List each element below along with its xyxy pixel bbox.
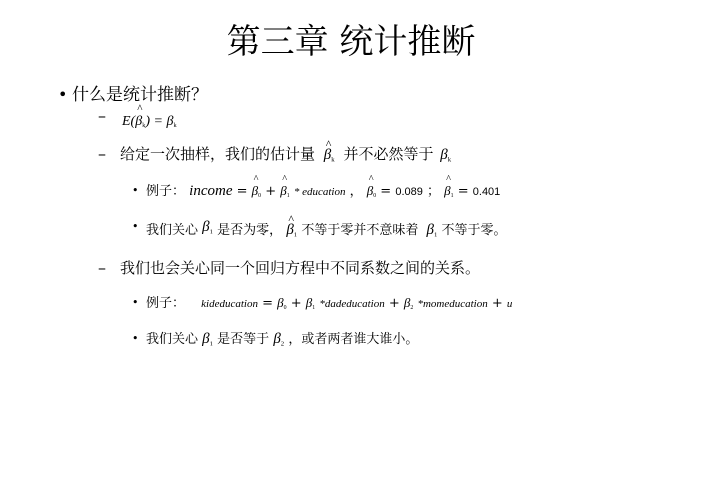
care2-text-a: 我们关心 <box>146 332 199 347</box>
bullet-text: 什么是统计推断？ <box>72 85 208 105</box>
unbiasedness-formula <box>122 103 177 130</box>
beta-hat-k-inline: β ^ $_k$ <box>323 137 335 164</box>
beta-1-inline: $\beta_1$ <box>426 222 438 239</box>
bullet-dot: • <box>132 184 139 197</box>
dash-marker-2: – <box>98 144 106 163</box>
value-0089: 0.089 <box>395 186 423 198</box>
care1-text-b: 是否为零， <box>217 223 283 238</box>
beta-2-ex2: $\beta_2$ <box>403 295 414 312</box>
bullet-dot: • <box>132 220 139 233</box>
var-dadeducation: dadeducation <box>324 298 385 310</box>
bullet-dot: • <box>58 85 68 104</box>
beta-hat-1: β ^ $_1$ <box>280 174 290 200</box>
var-momeducation: momeducation <box>422 298 488 310</box>
var-kideducation: kideducation <box>201 298 258 310</box>
dash2-text-b: 并不必然等于 <box>343 145 434 163</box>
beta-hat-k: β ^ $_k$ <box>135 103 146 130</box>
dash-marker-1: – <box>98 106 106 125</box>
subscript-k-rhs: k <box>173 122 177 130</box>
beta-hat-1-value: β ^ $_1$ <box>444 174 454 200</box>
bullet-dot: • <box>132 332 139 345</box>
value-0401: 0.401 <box>472 186 501 198</box>
dash2-text-a: 给定一次抽样，我们的估计量 <box>120 145 316 163</box>
care2-text-c: ，或者两者谁大谁小。 <box>288 332 419 347</box>
beta-k-inline: $\beta_k$ <box>440 147 452 164</box>
care-beta1-beta2 <box>132 330 419 353</box>
beta-hat-0-value: β ^ $_0$ <box>366 174 377 200</box>
example-kideducation: • 例子： kideducation = $\beta_0 + \beta_1$ *dadeducation + $\beta_2$ *momeducation + u <box>132 295 513 312</box>
dash-marker-3: – <box>98 258 106 277</box>
beta-1-ex2: $\beta_1$ <box>305 295 316 312</box>
care1-text-d: 不等于零。 <box>441 223 507 238</box>
example-income: • 例子： income = β ^ $_0$ + β ^ $_1$ * education ， β ^ $_0$ = 0.089 ； β ^ $_1$ = 0.401 <box>146 182 500 205</box>
slide-title: 第三章 统计推断 <box>226 22 476 62</box>
care1-text-c: 不等于零并不意味着 <box>301 223 419 238</box>
beta-1: $\beta_1$ <box>202 219 214 236</box>
var-education: * education <box>293 186 346 198</box>
bullet-dot: • <box>132 296 139 309</box>
beta-2-care2: $\beta_2$ <box>273 331 285 348</box>
example-label: 例子： <box>146 296 186 311</box>
beta-hat-0: β ^ $_0$ <box>251 174 262 200</box>
formula-E: E( <box>122 114 136 129</box>
comma: ， <box>349 184 363 199</box>
beta-0: $\beta_0$ <box>277 295 287 312</box>
subscript-k: k <box>331 156 335 164</box>
plus-sign: + <box>265 184 277 199</box>
dash-given-sample <box>120 137 452 170</box>
example-label: 例子： <box>146 184 186 199</box>
care2-text-b: 是否等于 <box>217 332 270 347</box>
care1-text-a: 我们关心 <box>146 223 199 238</box>
formula-eq: ) = β <box>145 114 174 129</box>
care-beta1-zero <box>132 212 507 244</box>
beta-1-care2: $\beta_1$ <box>202 331 214 348</box>
semicolon: ； <box>427 184 441 199</box>
dash-coefficient-relations: 我们也会关心同一个回归方程中不同系数之间的关系。 <box>120 259 481 277</box>
var-income: income <box>189 183 233 199</box>
equals-sign: = <box>236 184 248 199</box>
subscript-k: k <box>142 122 146 130</box>
subscript-k: k <box>447 156 452 164</box>
beta-hat-1-inline: β ^ $_1$ <box>286 212 298 239</box>
var-u: u <box>506 298 513 310</box>
